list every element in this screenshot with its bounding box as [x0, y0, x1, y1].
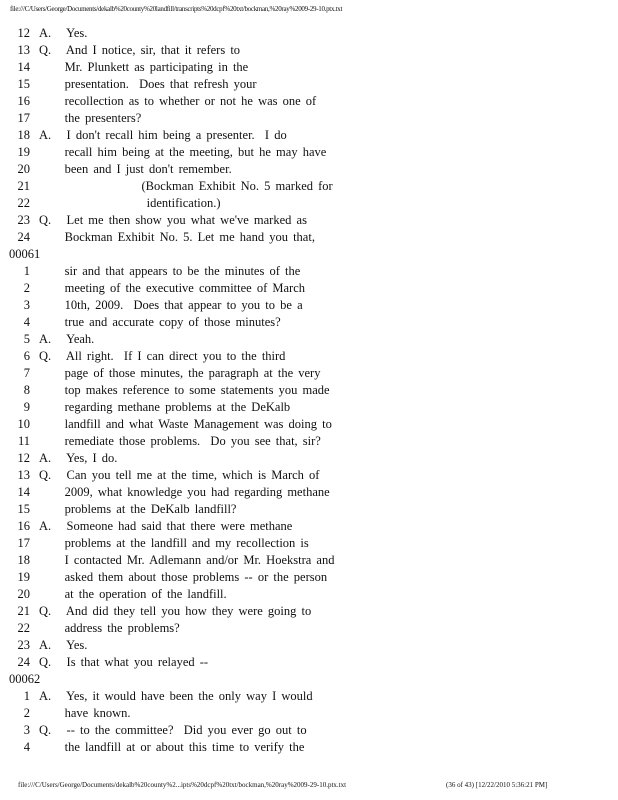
line-number: 17	[17, 536, 30, 550]
line-text: (Bockman Exhibit No. 5 marked for	[39, 179, 333, 193]
file-path-footer: file:///C/Users/George/Documents/dekalb%20county%2...ipts%20dcpf%20txt/bockman,%20ray%2009-29-10.ptx.txt	[18, 781, 347, 789]
line-number: 13	[17, 468, 30, 482]
line-number: 18	[17, 128, 30, 142]
line-text: A. Someone had said that there were methane	[39, 519, 293, 533]
line-number: 5	[23, 332, 30, 346]
line-text: Q. And did they tell you how they were going to	[39, 604, 312, 618]
line-text: the presenters?	[39, 111, 142, 125]
line-text: Mr. Plunkett as participating in the	[39, 60, 249, 74]
line-text: 10th, 2009. Does that appear to you to be a	[39, 298, 303, 312]
line-text: top makes reference to some statements you made	[39, 383, 330, 397]
line-text: recall him being at the meeting, but he may have	[39, 145, 327, 159]
line-number: 3	[23, 723, 30, 737]
line-text: Q. All right. If I can direct you to the third	[39, 349, 286, 363]
line-text: asked them about those problems -- or the person	[39, 570, 328, 584]
line-text: I contacted Mr. Adlemann and/or Mr. Hoekstra and	[39, 553, 335, 567]
line-number: 1	[23, 264, 30, 278]
line-number: 1	[23, 689, 30, 703]
line-text: have known.	[39, 706, 131, 720]
line-text: sir and that appears to be the minutes of the	[39, 264, 301, 278]
line-number: 2	[23, 281, 30, 295]
line-number: 13	[17, 43, 30, 57]
line-text: A. Yes, it would have been the only way I would	[39, 689, 313, 703]
page-marker: 00061	[9, 247, 41, 261]
line-text: A. Yes.	[39, 638, 88, 652]
line-text: recollection as to whether or not he was one of	[39, 94, 317, 108]
line-number: 19	[17, 145, 30, 159]
line-number: 11	[17, 434, 30, 448]
line-text: regarding methane problems at the DeKalb	[39, 400, 291, 414]
line-text: A. Yes.	[39, 26, 88, 40]
line-text: Q. Let me then show you what we've marked as	[39, 213, 307, 227]
line-text: meeting of the executive committee of March	[39, 281, 306, 295]
line-text: landfill and what Waste Management was doing to	[39, 417, 332, 431]
line-number: 14	[17, 485, 30, 499]
line-text: Bockman Exhibit No. 5. Let me hand you that,	[39, 230, 315, 244]
line-number: 24	[17, 655, 30, 669]
page-marker: 00062	[9, 672, 41, 686]
line-number: 21	[17, 179, 30, 193]
line-text: been and I just don't remember.	[39, 162, 232, 176]
line-number: 12	[17, 26, 30, 40]
line-text: problems at the landfill and my recollection is	[39, 536, 309, 550]
line-number: 7	[23, 366, 30, 380]
line-number: 3	[23, 298, 30, 312]
line-text: true and accurate copy of those minutes?	[39, 315, 281, 329]
line-number: 23	[17, 638, 30, 652]
line-text: 2009, what knowledge you had regarding methane	[39, 485, 330, 499]
line-number: 12	[17, 451, 30, 465]
line-text: Q. Can you tell me at the time, which is March of	[39, 468, 320, 482]
line-number: 2	[23, 706, 30, 720]
line-number: 23	[17, 213, 30, 227]
line-number: 21	[17, 604, 30, 618]
line-number: 20	[17, 162, 30, 176]
line-number: 4	[23, 315, 30, 329]
line-text: A. Yeah.	[39, 332, 95, 346]
line-text: presentation. Does that refresh your	[39, 77, 257, 91]
line-text: Q. And I notice, sir, that it refers to	[39, 43, 241, 57]
line-number: 9	[23, 400, 30, 414]
line-number: 22	[17, 196, 30, 210]
line-number: 16	[17, 94, 30, 108]
line-text: the landfill at or about this time to verify the	[39, 740, 305, 754]
line-number: 17	[17, 111, 30, 125]
line-text: address the problems?	[39, 621, 180, 635]
line-text: problems at the DeKalb landfill?	[39, 502, 237, 516]
line-number: 8	[23, 383, 30, 397]
file-path-header: file:///C/Users/George/Documents/dekalb%20county%20landfill/transcripts%20dcpf%20txt/bockman,%20ray%2009-29-10.ptx.txt	[10, 5, 343, 13]
line-text: identification.)	[39, 196, 221, 210]
line-text: A. Yes, I do.	[39, 451, 118, 465]
line-number: 4	[23, 740, 30, 754]
line-number: 20	[17, 587, 30, 601]
line-number: 15	[17, 77, 30, 91]
line-text: A. I don't recall him being a presenter. I do	[39, 128, 287, 142]
page-indicator: (36 of 43) [12/22/2010 5:36:21 PM]	[446, 781, 548, 789]
line-number: 16	[17, 519, 30, 533]
line-number: 24	[17, 230, 30, 244]
line-text: page of those minutes, the paragraph at the very	[39, 366, 321, 380]
line-number: 14	[17, 60, 30, 74]
line-number: 15	[17, 502, 30, 516]
line-text: at the operation of the landfill.	[39, 587, 227, 601]
line-number: 6	[23, 349, 30, 363]
line-text: Q. -- to the committee? Did you ever go out to	[39, 723, 307, 737]
line-number: 19	[17, 570, 30, 584]
line-number: 10	[17, 417, 30, 431]
line-text: Q. Is that what you relayed --	[39, 655, 209, 669]
line-number: 18	[17, 553, 30, 567]
line-text: remediate those problems. Do you see that, sir?	[39, 434, 321, 448]
line-number: 22	[17, 621, 30, 635]
